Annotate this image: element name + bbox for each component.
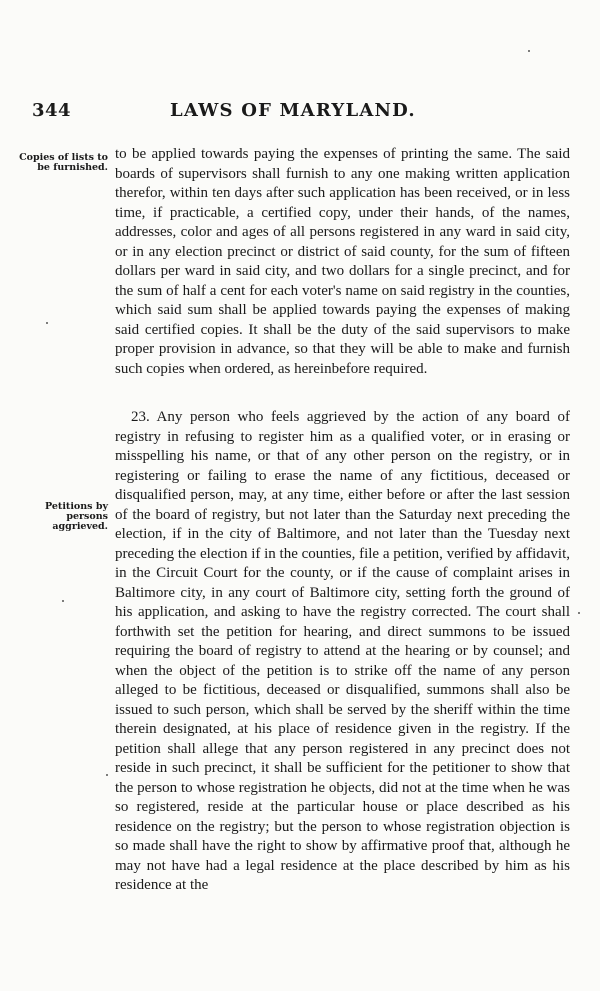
margin-note-petitions: Petitions by persons aggrieved. bbox=[45, 501, 108, 532]
scan-speck bbox=[578, 612, 580, 614]
paragraph-section-23: 23. Any person who feels aggrieved by the action of any board of registry in refusing to register him as a qualified voter, or in erasing or misspelling his name, or that of any other person on the registry, or in registering or failing to erase the name of any fictitious, deceased or disqualified person, may, at any time, either before or after the last session of the board of registry, but not later than the Saturday next preceding the election, if in the city of Baltimore, and not later than the Tuesday next preceding the election if in the counties, file a petition, verified by affidavit, in the Circuit Court for the county, or if the cause of complaint arises in Baltimore city, in any court of Baltimore city, setting forth the ground of his application, and asking to have the registry corrected. The court shall forthwith set the petition for hearing, and direct summons to be issued requiring the board of registry to attend at the hearing or by counsel; and when the object of the petition is to strike off the name of any person alleged to be fictitious, deceased or disqualified, summons shall also be issued to such person, which shall be served by the sheriff within the time therein designated, at his place of residence given in the registry. If the petition shall allege that any person registered in any precinct does not reside in such precinct, it shall be sufficient for the petitioner to show that the person to whose registration he objects, did not at the time when he was so registered, reside at the particular house or place described as his residence on the registry; but the person to whose registration objection is so made shall have the right to show by affirmative proof that, although he may not have had a legal residence at the place described by him as his residence at the bbox=[115, 409, 570, 893]
scan-speck bbox=[528, 50, 530, 52]
running-title: LAWS OF MARYLAND. bbox=[170, 100, 416, 121]
scan-speck bbox=[62, 600, 64, 602]
paragraph-copies: to be applied towards paying the expenses of printing the same. The said boards of supervisors shall furnish to any one making written application therefor, within ten days after such application has been received, or in less time, if practicable, a certified copy, under their hands, of the names, addresses, color and ages of all persons registered in any ward in said city, or in any election precinct or district of said county, for the sum of fifteen dollars per ward in said city, and two dollars for a single precinct, and for the sum of half a cent for each voter's name on said registry in the counties, which said sum shall be applied towards paying the expenses of making said certified copies. It shall be the duty of the said supervisors to make proper provision in advance, so that they will be able to make and furnish such copies when ordered, as hereinbefore required. bbox=[115, 146, 570, 377]
page-number: 344 bbox=[32, 100, 72, 121]
scan-speck bbox=[106, 774, 108, 776]
margin-note-copies: Copies of lists to be furnished. bbox=[19, 152, 108, 173]
scan-speck bbox=[46, 322, 48, 324]
